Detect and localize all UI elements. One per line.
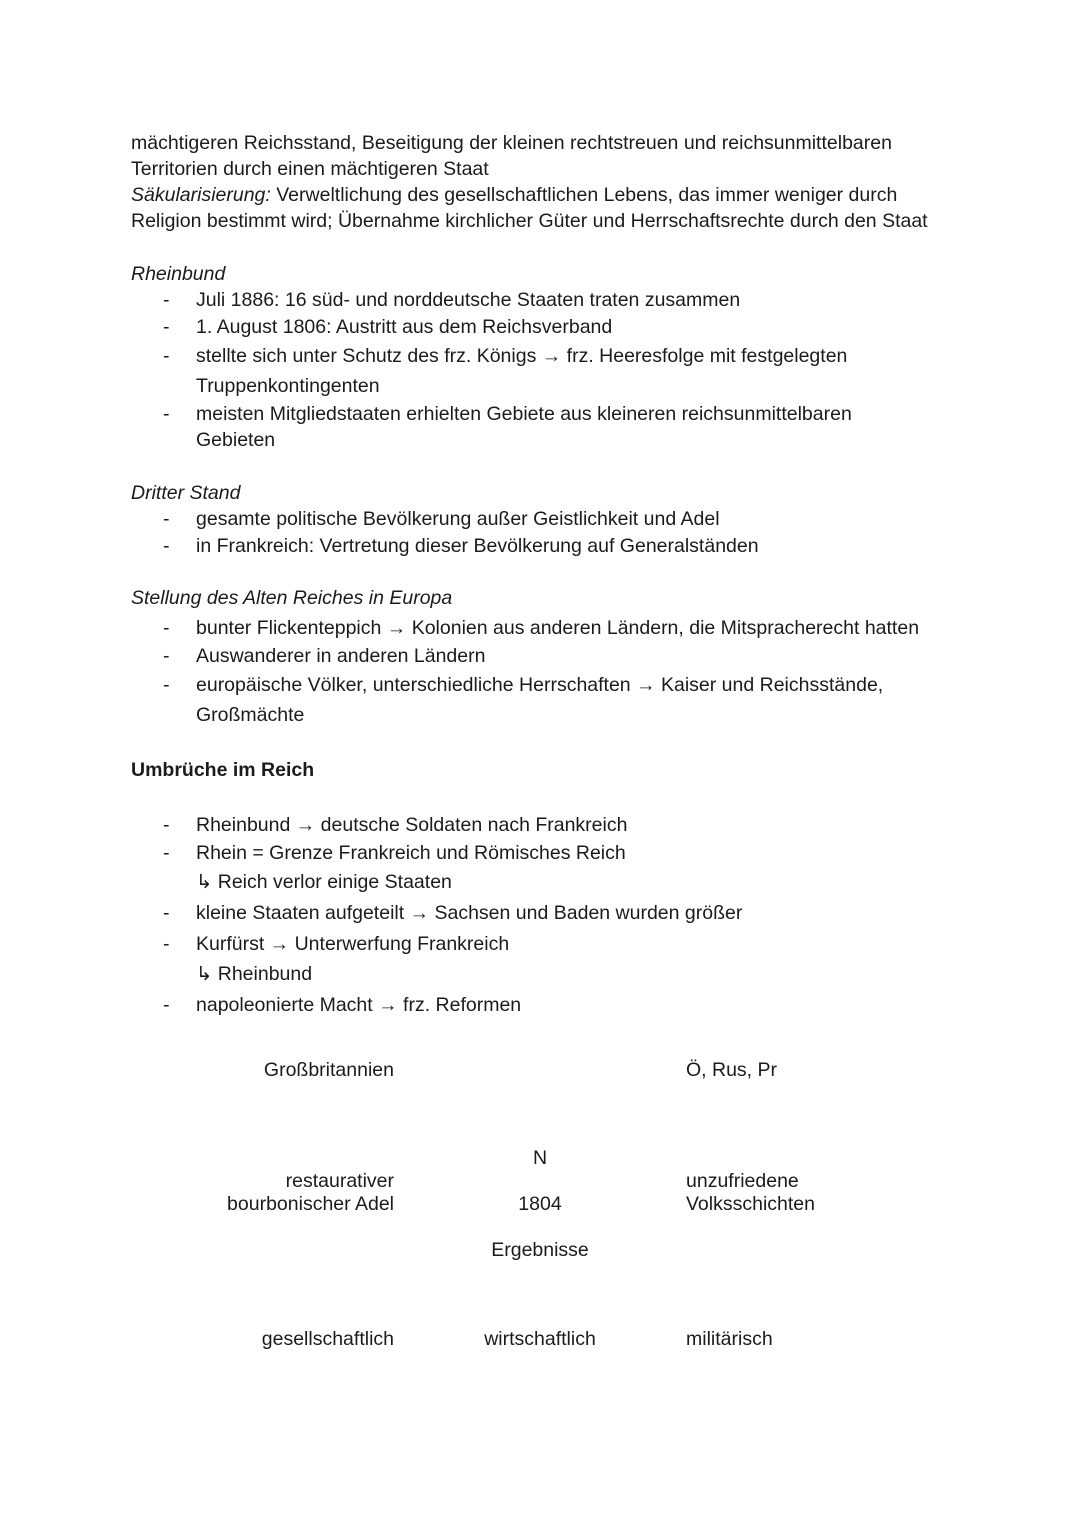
bullet-dash: - (163, 933, 170, 955)
stellung-item: europäische Völker, unterschiedliche Herrschaften → Kaiser und Reichsstände, (196, 674, 884, 696)
mindmap-ergebnisse: Ergebnisse (491, 1239, 589, 1261)
mindmap-grossbritannien: Großbritannien (263, 1059, 394, 1081)
mindmap-oe-rus-pr: Ö, Rus, Pr (686, 1059, 778, 1081)
umbrueche-heading: Umbrüche im Reich (131, 759, 315, 781)
umbrueche-item: Rhein = Grenze Frankreich und Römisches Reich (196, 842, 626, 864)
umbrueche-item: kleine Staaten aufgeteilt → Sachsen und Baden wurden größer (196, 902, 743, 924)
bullet-dash: - (163, 842, 170, 864)
mindmap-center-year: 1804 (518, 1193, 562, 1215)
mindmap-left-line-2: bourbonischer Adel (227, 1193, 394, 1215)
bullet-dash: - (163, 508, 170, 530)
dritter-stand-item: in Frankreich: Vertretung dieser Bevölkerung auf Generalständen (196, 535, 759, 557)
umbrueche-item: napoleonierte Macht → frz. Reformen (196, 994, 522, 1016)
mindmap-right-line-2: Volksschichten (686, 1193, 815, 1215)
bullet-dash: - (163, 289, 170, 311)
bullet-dash: - (163, 403, 170, 425)
intro-line-1: mächtigeren Reichsstand, Beseitigung der kleinen rechtstreuen und reichsunmittelbaren (131, 132, 892, 154)
dritter-stand-item: gesamte politische Bevölkerung außer Geistlichkeit und Adel (196, 508, 720, 530)
stellung-heading: Stellung des Alten Reiches in Europa (131, 587, 453, 609)
bullet-dash: - (163, 902, 170, 924)
mindmap-right-line-1: unzufriedene (686, 1170, 799, 1192)
dritter-stand-heading: Dritter Stand (131, 482, 241, 504)
bullet-dash: - (163, 345, 170, 367)
rheinbund-item-continuation: Truppenkontingenten (196, 375, 380, 397)
mindmap-left-line-1: restaurativer (285, 1170, 394, 1192)
stellung-item: bunter Flickenteppich → Kolonien aus anderen Ländern, die Mitspracherecht hatten (196, 617, 920, 639)
saekularisierung-term: Säkularisierung: (131, 184, 271, 206)
rheinbund-item: meisten Mitgliedstaaten erhielten Gebiete aus kleineren reichsunmittelbaren (196, 403, 852, 425)
umbrueche-subitem: ↳ Rheinbund (196, 963, 313, 985)
rheinbund-item: stellte sich unter Schutz des frz. Königs → frz. Heeresfolge mit festgelegten (196, 345, 848, 367)
bullet-dash: - (163, 535, 170, 557)
umbrueche-item: Kurfürst → Unterwerfung Frankreich (196, 933, 510, 955)
rheinbund-heading: Rheinbund (131, 263, 226, 285)
stellung-item: Auswanderer in anderen Ländern (196, 645, 486, 667)
rheinbund-item: Juli 1886: 16 süd- und norddeutsche Staaten traten zusammen (196, 289, 741, 311)
bullet-dash: - (163, 994, 170, 1016)
bullet-dash: - (163, 814, 170, 836)
mindmap-wirtschaftlich: wirtschaftlich (484, 1328, 596, 1350)
bullet-dash: - (163, 316, 170, 338)
mindmap-gesellschaftlich: gesellschaftlich (261, 1328, 394, 1350)
stellung-item-continuation: Großmächte (196, 704, 305, 726)
saekularisierung-definition: Verweltlichung des gesellschaftlichen Lebens, das immer weniger durch (270, 184, 898, 206)
bullet-dash: - (163, 617, 170, 639)
umbrueche-item: Rheinbund → deutsche Soldaten nach Frankreich (196, 814, 628, 836)
bullet-dash: - (163, 674, 170, 696)
bullet-dash: - (163, 645, 170, 667)
rheinbund-item-continuation: Gebieten (196, 429, 276, 451)
intro-line-2: Territorien durch einen mächtigeren Staat (131, 158, 489, 180)
umbrueche-subitem: ↳ Reich verlor einige Staaten (196, 871, 452, 893)
intro-line-4: Religion bestimmt wird; Übernahme kirchlicher Güter und Herrschaftsrechte durch den Staat (131, 210, 928, 232)
intro-line-3 (131, 182, 897, 208)
mindmap-center-n: N (532, 1147, 548, 1169)
rheinbund-item: 1. August 1806: Austritt aus dem Reichsverband (196, 316, 613, 338)
mindmap-militaerisch: militärisch (686, 1328, 773, 1350)
